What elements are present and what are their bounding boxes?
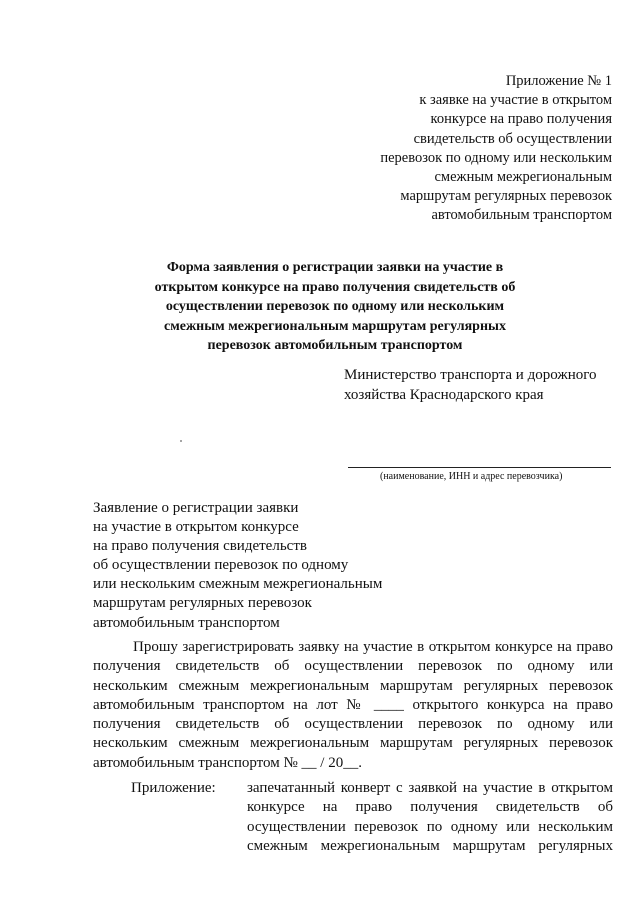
statement-heading-line: на участие в открытом конкурсе bbox=[93, 519, 299, 536]
attachment-line: конкурсе на право получения свидетельств об bbox=[247, 799, 613, 816]
statement-heading-line: маршрутам регулярных перевозок bbox=[93, 595, 312, 612]
appendix-line: к заявке на участие в открытом bbox=[419, 92, 612, 109]
appendix-line: автомобильным транспортом bbox=[431, 207, 612, 224]
attachment-description bbox=[247, 779, 613, 856]
paragraph-line: получения свидетельств об осуществлении перевозок по одному или bbox=[93, 658, 613, 675]
statement-heading-line: Заявление о регистрации заявки bbox=[93, 500, 299, 516]
statement-heading bbox=[93, 499, 413, 633]
attachment-line: смежным межрегиональным маршрутам регулярных bbox=[247, 837, 613, 854]
attachment-label: Приложение: bbox=[131, 780, 216, 796]
statement-heading-line: или нескольким смежным межрегиональным bbox=[93, 576, 383, 593]
request-paragraph bbox=[93, 638, 613, 773]
attachment-line: запечатанный конверт с заявкой на участие в открытом bbox=[247, 780, 613, 796]
appendix-line: маршрутам регулярных перевозок bbox=[400, 188, 612, 205]
appendix-line: конкурсе на право получения bbox=[430, 111, 612, 128]
addressee-block bbox=[344, 366, 624, 405]
attachment-line: осуществлении перевозок по одному или нескольким bbox=[247, 818, 613, 835]
carrier-caption: (наименование, ИНН и адрес перевозчика) bbox=[380, 471, 563, 482]
paragraph-line: нескольким смежным межрегиональным маршрутам регулярных перевозок bbox=[93, 677, 613, 694]
appendix-line: смежным межрегиональным bbox=[434, 169, 612, 186]
paragraph-last-line: автомобильным транспортом № __ / 20__. bbox=[93, 754, 362, 771]
carrier-signature-line bbox=[348, 467, 611, 468]
title-line: открытом конкурсе на право получения свидетельств об bbox=[154, 279, 516, 295]
statement-heading-line: на право получения свидетельств bbox=[93, 538, 307, 555]
statement-heading-line: об осуществлении перевозок по одному bbox=[93, 557, 349, 574]
title-line: осуществлении перевозок по одному или нескольким bbox=[165, 299, 505, 314]
paragraph-line: получения свидетельств об осуществлении перевозок по одному или bbox=[93, 716, 613, 733]
title-line: смежным межрегиональным маршрутам регулярных bbox=[164, 318, 506, 334]
paragraph-line: нескольким смежным межрегиональным маршрутам регулярных перевозок bbox=[93, 735, 613, 752]
paragraph-line: автомобильным транспортом на лот № ____ открытого конкурса на право bbox=[93, 696, 613, 713]
appendix-line: перевозок по одному или нескольким bbox=[380, 149, 612, 166]
addressee-line: Министерство транспорта и дорожного bbox=[344, 367, 597, 383]
paragraph-line: Прошу зарегистрировать заявку на участие в открытом конкурсе на право bbox=[133, 639, 613, 655]
title-line: Форма заявления о регистрации заявки на участие в bbox=[166, 260, 504, 275]
appendix-line: Приложение № 1 bbox=[505, 73, 612, 89]
form-title bbox=[150, 258, 520, 356]
statement-heading-line: автомобильным транспортом bbox=[93, 614, 280, 631]
appendix-line: свидетельств об осуществлении bbox=[413, 130, 612, 147]
scan-artifact bbox=[180, 440, 182, 442]
addressee-line: хозяйства Краснодарского края bbox=[344, 386, 544, 403]
title-line: перевозок автомобильным транспортом bbox=[207, 338, 463, 353]
appendix-reference bbox=[340, 72, 612, 226]
